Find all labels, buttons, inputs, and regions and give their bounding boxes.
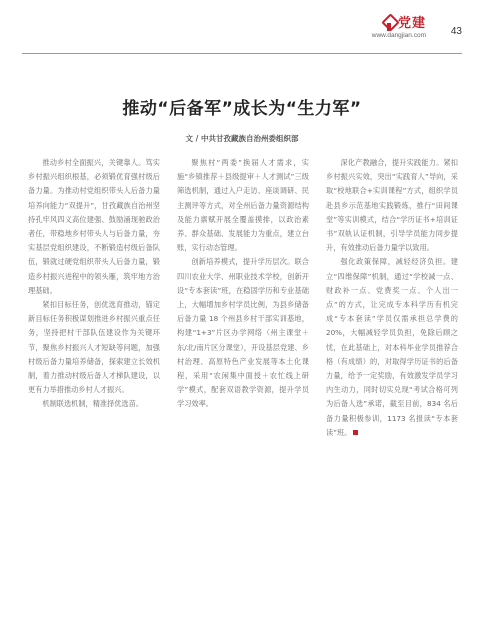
paragraph: 机制联选机制，精准择优选苗。 <box>42 399 144 409</box>
party-emblem-icon <box>382 15 396 31</box>
paragraph: 紧扣目标任务，创优选育推动，锚定新目标任务积极谋划推进乡村振兴重点任务，坚持把村干部队伍建设作为关键环节，聚焦乡村振兴人才短缺等问题，加强村级后备力量培养储备，探索建立长效机制，着力推动村级后备人才梯队建设，以更有力举措推动乡村人才振兴。 <box>28 300 160 395</box>
article-column-2 <box>177 156 309 628</box>
paragraph: 聚焦村“两委”换届人才需求，实施“乡镇推荐＋县级提审＋人才测试”三级筛选机制，通过入户走访、座谈调研、民主测评等方式，对全州后备力量资源结构及能力禀赋开展全覆盖摸排，以政治素养、群众基础、发展能力为重点，建立台账，实行动态管理。 <box>177 158 309 253</box>
paragraph-text: 强化政策保障，减轻经济负担。建立“四维保障”机制，通过“学校减一点、财政补一点、党费奖一点、个人出一点”的方式，让完成专本科学历有机完成“专本套读”学员仅需承担总学费的 20%，大幅减轻学员负担，免除后顾之忧，在此基础上，对本科毕业学员推荐合格（有成绩）的，对取得学历证书的后备力量，给予一定奖励，有效激发学员学习内生动力，同时切实兑现“考试合格可列为后备人选”承诺，截至目前，834 名后备力量积极参训，1173 名报读“专本套读”班。 <box>326 257 458 437</box>
article-title: 推动“后备军”成长为“生力军” <box>122 99 362 119</box>
paragraph: 深化产教融合，提升实践能力。紧扣乡村振兴实效，突出“实践育人”导向，采取“校地联合+实训课程”方式，组织学员赴县乡示范基地实践锻炼，推行“田间课堂”等实训模式，结合“学历证书+培训证书”双轨认证机制，引导学员能力同步提升，有效推动后备力量学以致用。 <box>326 158 458 253</box>
paragraph: 推动乡村全面振兴，关键靠人。笃实乡村振兴组织根基，必须锻优育强村级后备力量。为推动村党组织带头人后备力量培养向能力“双提升”，甘孜藏族自治州坚持孔牢风四义高位建强、鼓励涌现驰政治者任，带稳地乡村带头人与后备力量，夯实基层党组织建设，不断锻造村级后备队伍，锻就过硬党组织带头人后备力量，锻造乡村振兴进程中的领头雁，筑牢地方治理基础。 <box>28 158 160 295</box>
header-divider <box>22 53 462 54</box>
magazine-logo <box>372 12 426 39</box>
logo-mark <box>372 12 426 31</box>
page-number: 43 <box>450 26 462 37</box>
article-byline: 文 / 中共甘孜藏族自治州委组织部 <box>185 134 299 143</box>
paragraph: 创新培养模式，提升学历层次。联合四川农业大学、州职业技术学校，创新开设“专本套读”班，在稳固学历和专业基础上，大幅增加乡村学员比例，为县乡储备后备力量 18 个州县乡村干部实训基地，构建“1+3”片区办学网络（州主课堂＋东/北/南片区分课堂），开设基层党建、乡村治理、高原特色产业发展等本土化课程，采用“农闲集中面授＋农忙线上研学”模式，配套双语教学资源，提升学员学习效率。 <box>177 257 309 409</box>
article-body <box>28 156 458 628</box>
article-column-1 <box>28 156 160 628</box>
article-column-3 <box>326 156 458 628</box>
end-of-article-icon <box>353 430 358 435</box>
logo-text: 党建 <box>397 16 426 31</box>
paragraph-last <box>326 255 458 440</box>
logo-url: www.dangjian.com <box>371 32 426 39</box>
